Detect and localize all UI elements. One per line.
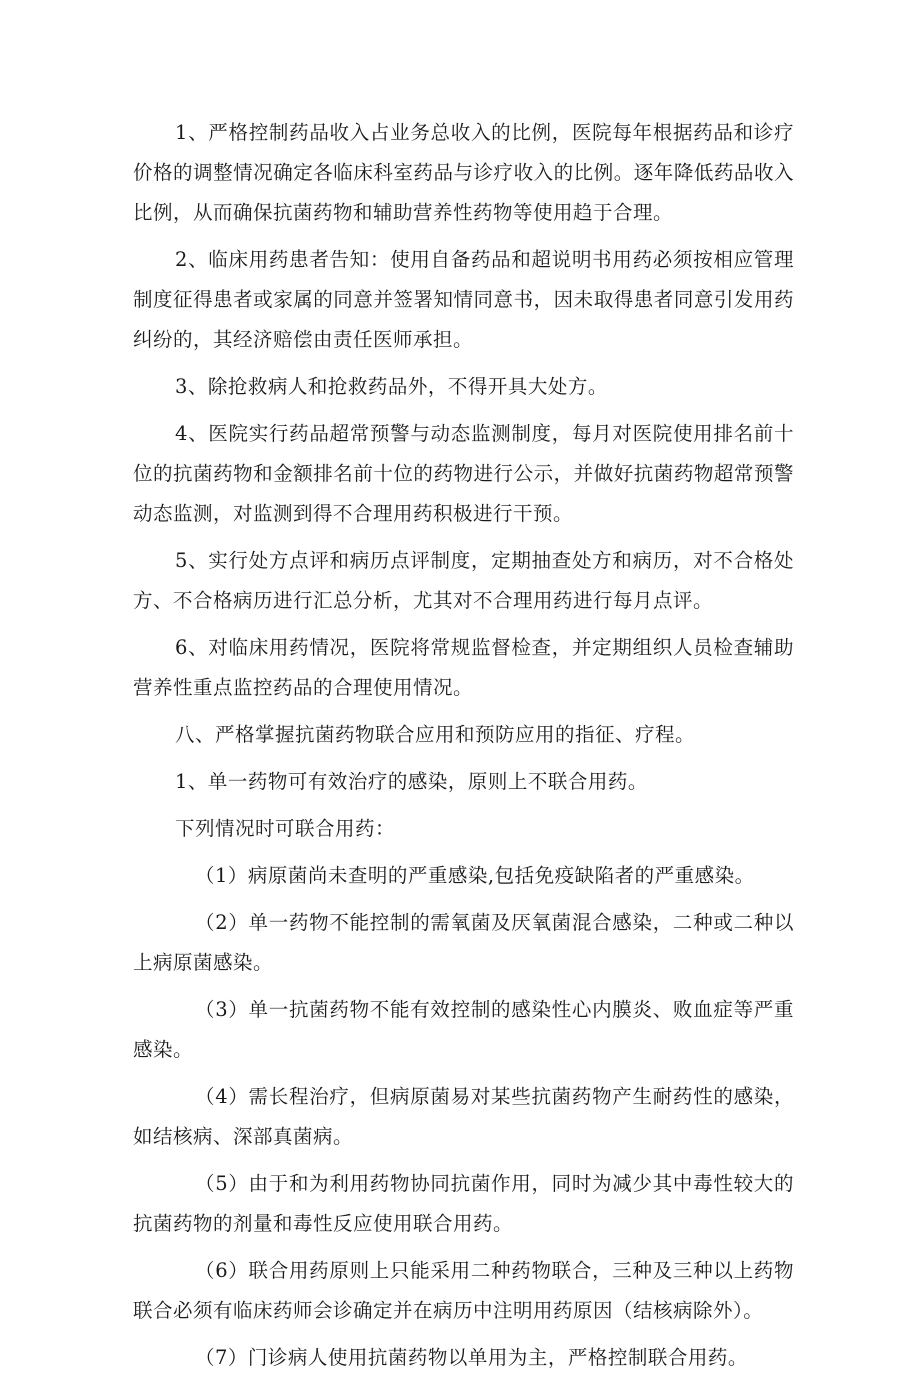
paragraph-early-warning: 4、医院实行药品超常预警与动态监测制度，每月对医院使用排名前十位的抗菌药物和金额排名前十位的药物进行公示，并做好抗菌药物超常预警动态监测，对监测到得不合理用药积极进行干预。 [133,422,794,525]
list-item-1: （1）病原菌尚未查明的严重感染,包括免疫缺陷者的严重感染。 [195,864,755,887]
list-item-4: （4）需长程治疗，但病原菌易对某些抗菌药物产生耐药性的感染，如结核病、深部真菌病。 [133,1085,794,1148]
list-item-3: （3）单一抗菌药物不能有效控制的感染性心内膜炎、败血症等严重感染。 [133,998,794,1061]
paragraph-drug-income-ratio: 1、严格控制药品收入占业务总收入的比例，医院每年根据药品和诊疗价格的调整情况确定各临床科室药品与诊疗收入的比例。逐年降低药品收入比例，从而确保抗菌药物和辅助营养性药物等使用趋于合理。 [133,121,794,224]
paragraph-supervision: 6、对临床用药情况，医院将常规监督检查，并定期组织人员检查辅助营养性重点监控药品的合理使用情况。 [133,636,794,699]
paragraph-combination-intro: 下列情况时可联合用药： [175,817,396,840]
paragraph-single-drug: 1、单一药物可有效治疗的感染，原则上不联合用药。 [175,770,648,793]
paragraph-prescription-review: 5、实行处方点评和病历点评制度，定期抽查处方和病历，对不合格处方、不合格病历进行汇总分析，尤其对不合理用药进行每月点评。 [133,549,794,612]
list-item-7: （7）门诊病人使用抗菌药物以单用为主，严格控制联合用药。 [195,1346,748,1369]
list-item-2: （2）单一药物不能控制的需氧菌及厌氧菌混合感染，二种或二种以上病原菌感染。 [133,911,794,974]
paragraph-large-prescription: 3、除抢救病人和抢救药品外，不得开具大处方。 [175,375,608,398]
list-item-5: （5）由于和为利用药物协同抗菌作用，同时为减少其中毒性较大的抗菌药物的剂量和毒性反应使用联合用药。 [133,1172,794,1235]
section-heading-combination: 八、严格掌握抗菌药物联合应用和预防应用的指征、疗程。 [175,723,696,746]
list-item-6: （6）联合用药原则上只能采用二种药物联合，三种及三种以上药物联合必须有临床药师会诊确定并在病历中注明用药原因（结核病除外）。 [133,1259,794,1322]
paragraph-patient-notification: 2、临床用药患者告知：使用自备药品和超说明书用药必须按相应管理制度征得患者或家属的同意并签署知情同意书，因未取得患者同意引发用药纠纷的，其经济赔偿由责任医师承担。 [133,248,794,351]
